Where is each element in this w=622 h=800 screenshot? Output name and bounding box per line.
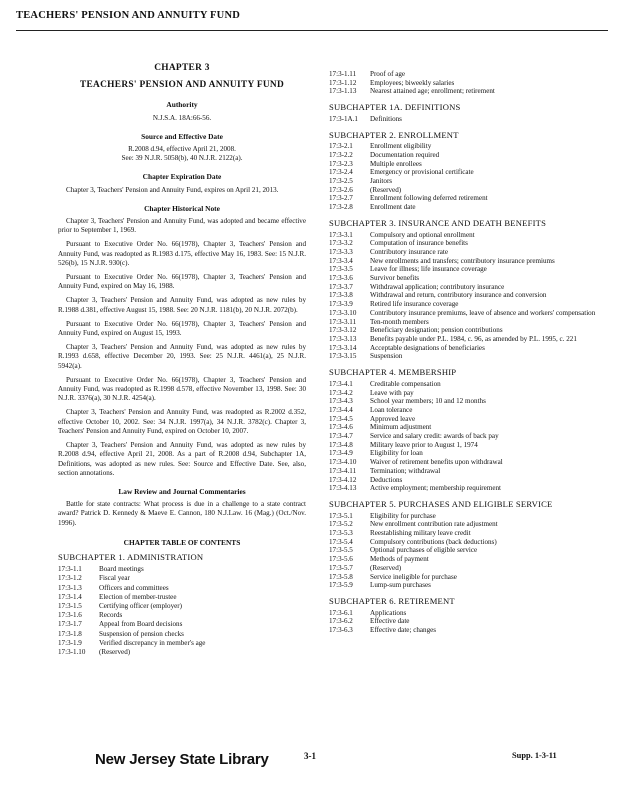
history-paragraph: Pursuant to Executive Order No. 66(1978), Chapter 3, Teachers' Pension and Annuity Fund, was readopted as R.1983 d.175, effective May 16, 1983. See: 15 N.J.R. 526(b), 15 N.J.R. 930(c).: [58, 240, 306, 267]
section-title: Officers and committees: [99, 583, 169, 592]
expiration-text: Chapter 3, Teachers' Pension and Annuity Fund, expires on April 21, 2013.: [66, 185, 279, 194]
history-paragraph: Chapter 3, Teachers' Pension and Annuity Fund, was adopted as new rules by R.2008 d.94, effective April 21, 2008. As a part of R.2008 d.94, Subchapter 1A, Definitions, was adopted as new rules. See: Source and Effective Date. See, also, section annotations.: [58, 441, 306, 477]
history-paragraph: Chapter 3, Teachers' Pension and Annuity Fund, was readopted as R.2002 d.352, effective October 10, 2002. See: 34 N.J.R. 1997(a), 34 N.J.R. 3782(c). Chapter 3, Teachers' Pension and Annuity Fund, expired on October 10, 2007.: [58, 408, 306, 435]
section-title: New enrollment contribution rate adjustment: [370, 520, 498, 529]
section-number: 17:3-1.12: [329, 78, 357, 87]
section-title: Enrollment eligibility: [370, 142, 432, 151]
toc-entry[interactable]: [329, 203, 599, 212]
section-number: 17:3-3.7: [329, 282, 353, 291]
section-title: Service and salary credit: awards of back pay: [370, 432, 499, 441]
toc-entry[interactable]: [329, 177, 599, 186]
toc-entry[interactable]: [329, 432, 599, 441]
history-paragraph: Chapter 3, Teachers' Pension and Annuity Fund, was adopted as new rules by R.1988 d.381, effective August 15, 1988. See: 20 N.J.R. 1181(b), 20 N.J.R. 2072(b).: [58, 296, 306, 314]
toc-entry[interactable]: [329, 609, 599, 618]
toc-list: [329, 70, 599, 96]
toc-entry[interactable]: [329, 555, 599, 564]
section-title: Service ineligible for purchase: [370, 572, 457, 581]
toc-entry[interactable]: [329, 397, 599, 406]
section-title: Enrollment following deferred retirement: [370, 194, 488, 203]
section-title: Employees; biweekly salaries: [370, 78, 455, 87]
section-number: 17:3-3.9: [329, 300, 353, 309]
law-review-text: Battle for state contracts: What process is due in a challenge to a state contract award? Patrick D. Kennedy & Maeve E. Cannon, 180 N.J.Law. 16 (Mag.) (Oct./Nov. 1996).: [58, 500, 306, 527]
toc-entry[interactable]: [329, 406, 599, 415]
running-head: TEACHERS' PENSION AND ANNUITY FUND: [16, 10, 241, 21]
subchapter-heading: SUBCHAPTER 1A. DEFINITIONS: [329, 102, 461, 113]
toc-list: [329, 609, 599, 635]
section-number: 17:3-4.6: [329, 423, 353, 432]
toc-entry[interactable]: [58, 584, 306, 593]
section-number: 17:3-3.3: [329, 247, 353, 256]
toc-entry[interactable]: [329, 79, 599, 88]
toc-list: [329, 380, 599, 493]
history-paragraph: Pursuant to Executive Order No. 66(1978), Chapter 3, Teachers' Pension and Annuity Fund, expired on August 15, 1993.: [58, 319, 306, 338]
section-number: 17:3-5.9: [329, 581, 353, 590]
toc-entry[interactable]: [329, 274, 599, 283]
section-title: Termination; withdrawal: [370, 466, 441, 475]
section-title: Enrollment date: [370, 203, 416, 212]
toc-entry[interactable]: [329, 248, 599, 257]
section-title: Creditable compensation: [370, 379, 441, 388]
toc-entry[interactable]: [329, 520, 599, 529]
section-number: 17:3-6.1: [329, 608, 353, 617]
chapter-label: CHAPTER 3: [154, 63, 210, 73]
section-number: 17:3-1.2: [58, 574, 82, 583]
section-number: 17:3-5.6: [329, 555, 353, 564]
section-number: 17:3-3.4: [329, 256, 353, 265]
section-number: 17:3-5.2: [329, 520, 353, 529]
section-number: 17:3-4.5: [329, 414, 353, 423]
section-number: 17:3-4.10: [329, 458, 357, 467]
toc-entry[interactable]: [329, 626, 599, 635]
section-number: 17:3-5.4: [329, 537, 353, 546]
toc-list: [329, 142, 599, 212]
section-title: Definitions: [370, 114, 402, 123]
section-number: 17:3-1.5: [58, 601, 82, 610]
section-title: Board meetings: [99, 565, 144, 574]
section-title: Benefits payable under P.L. 1984, c. 96, as amended by P.L. 1995, c. 221: [370, 334, 577, 343]
section-title: (Reserved): [370, 563, 402, 572]
subchapter-heading: SUBCHAPTER 3. INSURANCE AND DEATH BENEFITS: [329, 217, 547, 228]
toc-entry[interactable]: [58, 565, 306, 574]
toc-entry[interactable]: [329, 160, 599, 169]
toc-entry[interactable]: [329, 257, 599, 266]
section-number: 17:3-2.7: [329, 194, 353, 203]
toc-entry[interactable]: [329, 389, 599, 398]
section-title: Leave with pay: [370, 388, 414, 397]
section-title: Suspension of pension checks: [99, 629, 184, 638]
history-paragraph: Pursuant to Executive Order No. 66(1978), Chapter 3, Teachers' Pension and Annuity Fund, was readopted as R.1998 d.578, effective November 13, 1998. See: 30 N.J.R. 3376(a), 30 N.J.R. 4254(a).: [58, 375, 306, 403]
section-number: 17:3-1.11: [329, 70, 357, 78]
section-number: 17:3-5.8: [329, 572, 353, 581]
section-number: 17:3-4.3: [329, 397, 353, 406]
section-title: Retired life insurance coverage: [370, 300, 459, 309]
section-number: 17:3-3.2: [329, 239, 353, 248]
history-heading: Chapter Historical Note: [144, 203, 220, 213]
toc-entry[interactable]: [329, 581, 599, 590]
toc-entry[interactable]: [329, 352, 599, 361]
section-number: 17:3-1.3: [58, 583, 82, 592]
section-number: 17:3-1.6: [58, 611, 82, 620]
section-number: 17:3-2.3: [329, 159, 353, 168]
supplement-label: Supp. 1-3-11: [512, 751, 557, 760]
toc-entry[interactable]: [329, 142, 599, 151]
toc-entry[interactable]: [329, 538, 599, 547]
section-number: 17:3-4.11: [329, 466, 357, 475]
section-title: Suspension: [370, 352, 403, 361]
toc-entry[interactable]: [329, 335, 599, 344]
section-number: 17:3-3.13: [329, 334, 357, 343]
toc-entry[interactable]: [329, 194, 599, 203]
toc-entry[interactable]: [329, 546, 599, 555]
section-number: 17:3-2.6: [329, 185, 353, 194]
library-watermark: New Jersey State Library: [95, 751, 269, 768]
section-number: 17:3-4.9: [329, 449, 353, 458]
section-title: (Reserved): [99, 647, 131, 656]
section-title: School year members; 10 and 12 months: [370, 397, 486, 406]
toc-entry[interactable]: [329, 423, 599, 432]
section-number: 17:3-1.13: [329, 87, 357, 96]
section-title: Waiver of retirement benefits upon withdrawal: [370, 458, 503, 467]
section-number: 17:3-1.7: [58, 620, 82, 629]
subchapter-heading: SUBCHAPTER 6. RETIREMENT: [329, 595, 455, 606]
section-title: Compulsory and optional enrollment: [370, 230, 475, 239]
section-title: Applications: [370, 608, 407, 617]
toc-entry[interactable]: [329, 318, 599, 327]
section-title: Records: [99, 611, 123, 620]
section-number: 17:3-1A.1: [329, 114, 358, 123]
toc-entry[interactable]: [329, 326, 599, 335]
section-title: Computation of insurance benefits: [370, 239, 468, 248]
section-title: Acceptable designations of beneficiaries: [370, 343, 485, 352]
toc-entry[interactable]: [329, 186, 599, 195]
section-number: 17:3-4.4: [329, 405, 353, 414]
section-title: Beneficiary designation; pension contributions: [370, 326, 503, 335]
toc-entry[interactable]: [329, 617, 599, 626]
section-title: Withdrawal and return, contributory insurance and conversion: [370, 291, 547, 300]
section-title: Proof of age: [370, 70, 406, 78]
toc-entry[interactable]: [58, 620, 306, 629]
section-title: Withdrawal application; contributory insurance: [370, 282, 505, 291]
section-title: Certifying officer (employer): [99, 601, 182, 610]
section-title: Multiple enrollees: [370, 159, 422, 168]
toc-entry[interactable]: [58, 593, 306, 602]
source-heading: Source and Effective Date: [141, 131, 223, 141]
section-title: Appeal from Board decisions: [99, 620, 183, 629]
toc-entry[interactable]: [329, 87, 599, 96]
source-line-1: R.2008 d.94, effective April 21, 2008.: [128, 145, 236, 154]
section-title: Loan tolerance: [370, 405, 413, 414]
toc-entry[interactable]: [329, 441, 599, 450]
authority-text: N.J.S.A. 18A:66-56.: [152, 113, 212, 122]
section-number: 17:3-3.12: [329, 326, 357, 335]
toc-entry[interactable]: [329, 168, 599, 177]
section-title: Documentation required: [370, 150, 440, 159]
toc-list: [329, 115, 599, 124]
section-number: 17:3-4.13: [329, 484, 357, 493]
toc-title: CHAPTER TABLE OF CONTENTS: [123, 537, 241, 547]
section-number: 17:3-5.1: [329, 511, 353, 520]
toc-entry[interactable]: [329, 449, 599, 458]
section-number: 17:3-5.5: [329, 546, 353, 555]
section-number: 17:3-1.4: [58, 592, 82, 601]
toc-entry[interactable]: [329, 115, 599, 124]
authority-heading: Authority: [166, 100, 198, 110]
section-title: Nearest attained age; enrollment; retirement: [370, 87, 495, 96]
toc-list: [58, 565, 306, 657]
section-number: 17:3-1.1: [58, 565, 82, 574]
section-number: 17:3-2.4: [329, 168, 353, 177]
section-number: 17:3-3.8: [329, 291, 353, 300]
section-title: New enrollments and transfers; contributory insurance premiums: [370, 256, 555, 265]
subchapter-heading: SUBCHAPTER 2. ENROLLMENT: [329, 129, 459, 140]
toc-entry[interactable]: [329, 239, 599, 248]
subchapter-heading: SUBCHAPTER 1. ADMINISTRATION: [58, 551, 204, 562]
toc-entry[interactable]: [329, 415, 599, 424]
toc-entry[interactable]: [329, 573, 599, 582]
toc-entry[interactable]: [329, 151, 599, 160]
section-title: Verified discrepancy in member's age: [99, 638, 206, 647]
section-title: Optional purchases of eligible service: [370, 546, 478, 555]
section-title: (Reserved): [370, 185, 402, 194]
expiration-heading: Chapter Expiration Date: [142, 172, 222, 182]
section-number: 17:3-3.10: [329, 308, 357, 317]
section-title: Emergency or provisional certificate: [370, 168, 474, 177]
section-number: 17:3-3.6: [329, 274, 353, 283]
header-rule: [16, 30, 608, 31]
section-number: 17:3-2.5: [329, 177, 353, 186]
toc-entry[interactable]: [329, 529, 599, 538]
right-column: [329, 70, 599, 635]
right-subchapters: [329, 103, 599, 635]
toc-entry[interactable]: [58, 639, 306, 648]
section-title: Fiscal year: [99, 574, 130, 583]
section-title: Janitors: [370, 177, 393, 186]
toc-entry[interactable]: [329, 283, 599, 292]
section-title: Active employment; membership requirement: [370, 484, 501, 493]
history-paragraph: Chapter 3, Teachers' Pension and Annuity Fund, was adopted as new rules by R.1993 d.658, effective December 20, 1993. See: 25 N.J.R. 4461(a), 25 N.J.R. 5942(a).: [58, 343, 306, 370]
toc-list: [329, 231, 599, 362]
section-title: Survivor benefits: [370, 274, 420, 283]
section-number: 17:3-3.15: [329, 352, 357, 361]
section-number: 17:3-4.12: [329, 475, 357, 484]
section-title: Compulsory contributions (back deductions): [370, 537, 497, 546]
section-number: 17:3-6.2: [329, 617, 353, 626]
section-title: Effective date: [370, 617, 410, 626]
section-title: Eligibility for loan: [370, 449, 423, 458]
section-number: 17:3-3.11: [329, 317, 357, 326]
toc-entry[interactable]: [329, 512, 599, 521]
section-number: 17:3-1.10: [58, 647, 86, 656]
section-number: 17:3-3.5: [329, 265, 353, 274]
toc-entry[interactable]: [58, 574, 306, 583]
section-number: 17:3-1.8: [58, 629, 82, 638]
section-title: Deductions: [370, 475, 403, 484]
law-review-heading: Law Review and Journal Commentaries: [118, 486, 246, 496]
section-number: 17:3-4.7: [329, 432, 353, 441]
toc-list: [329, 512, 599, 590]
toc-entry[interactable]: [329, 300, 599, 309]
toc-entry[interactable]: [329, 476, 599, 485]
section-title: Contributory insurance premiums, leave of absence and workers' compensation: [370, 308, 596, 317]
section-title: Leave for illness; life insurance coverage: [370, 265, 487, 274]
toc-entry[interactable]: [58, 602, 306, 611]
section-number: 17:3-4.2: [329, 388, 353, 397]
section-title: Eligibility for purchase: [370, 511, 436, 520]
section-title: Ten-month members: [370, 317, 429, 326]
history-paragraph: Pursuant to Executive Order No. 66(1978), Chapter 3, Teachers' Pension and Annuity Fund, expired on May 16, 1988.: [58, 273, 306, 291]
section-number: 17:3-4.8: [329, 440, 353, 449]
section-number: 17:3-2.2: [329, 150, 353, 159]
toc-entry[interactable]: [58, 630, 306, 639]
section-title: Lump-sum purchases: [370, 581, 431, 590]
toc-entry[interactable]: [329, 309, 599, 318]
source-line-2: See: 39 N.J.R. 5058(b), 40 N.J.R. 2122(a).: [121, 154, 243, 163]
section-number: 17:3-1.9: [58, 638, 82, 647]
section-number: 17:3-3.14: [329, 343, 357, 352]
toc-entry[interactable]: [329, 344, 599, 353]
section-title: Military leave prior to August 1, 1974: [370, 440, 478, 449]
toc-entry[interactable]: [329, 484, 599, 493]
section-number: 17:3-5.7: [329, 563, 353, 572]
toc-entry[interactable]: [329, 231, 599, 240]
toc-entry[interactable]: [329, 380, 599, 389]
section-title: Contributory insurance rate: [370, 247, 449, 256]
history-paragraph: Chapter 3, Teachers' Pension and Annuity Fund, was adopted and became effective prior to September 1, 1969.: [58, 217, 306, 235]
section-number: 17:3-5.3: [329, 529, 353, 538]
section-title: Minimum adjustment: [370, 423, 432, 432]
toc-entry[interactable]: [329, 458, 599, 467]
section-title: Methods of payment: [370, 555, 429, 564]
section-title: Reestablishing military leave credit: [370, 529, 471, 538]
toc-entry[interactable]: [329, 564, 599, 573]
section-title: Effective date; changes: [370, 626, 437, 635]
chapter-name: TEACHERS' PENSION AND ANNUITY FUND: [79, 80, 285, 91]
toc-entry[interactable]: [58, 611, 306, 620]
toc-entry[interactable]: [329, 70, 599, 79]
left-column: [58, 64, 306, 657]
section-number: 17:3-2.1: [329, 142, 353, 151]
subchapter-heading: SUBCHAPTER 4. MEMBERSHIP: [329, 367, 457, 378]
section-number: 17:3-4.1: [329, 379, 353, 388]
section-number: 17:3-2.8: [329, 203, 353, 212]
toc-entry[interactable]: [329, 467, 599, 476]
toc-entry[interactable]: [329, 291, 599, 300]
page-number: 3-1: [304, 751, 316, 761]
section-title: Election of member-trustee: [99, 592, 177, 601]
toc-entry[interactable]: [58, 648, 306, 657]
section-number: 17:3-6.3: [329, 626, 353, 635]
section-title: Approved leave: [370, 414, 416, 423]
subchapter-heading: SUBCHAPTER 5. PURCHASES AND ELIGIBLE SERVICE: [329, 498, 553, 509]
section-number: 17:3-3.1: [329, 230, 353, 239]
toc-entry[interactable]: [329, 265, 599, 274]
